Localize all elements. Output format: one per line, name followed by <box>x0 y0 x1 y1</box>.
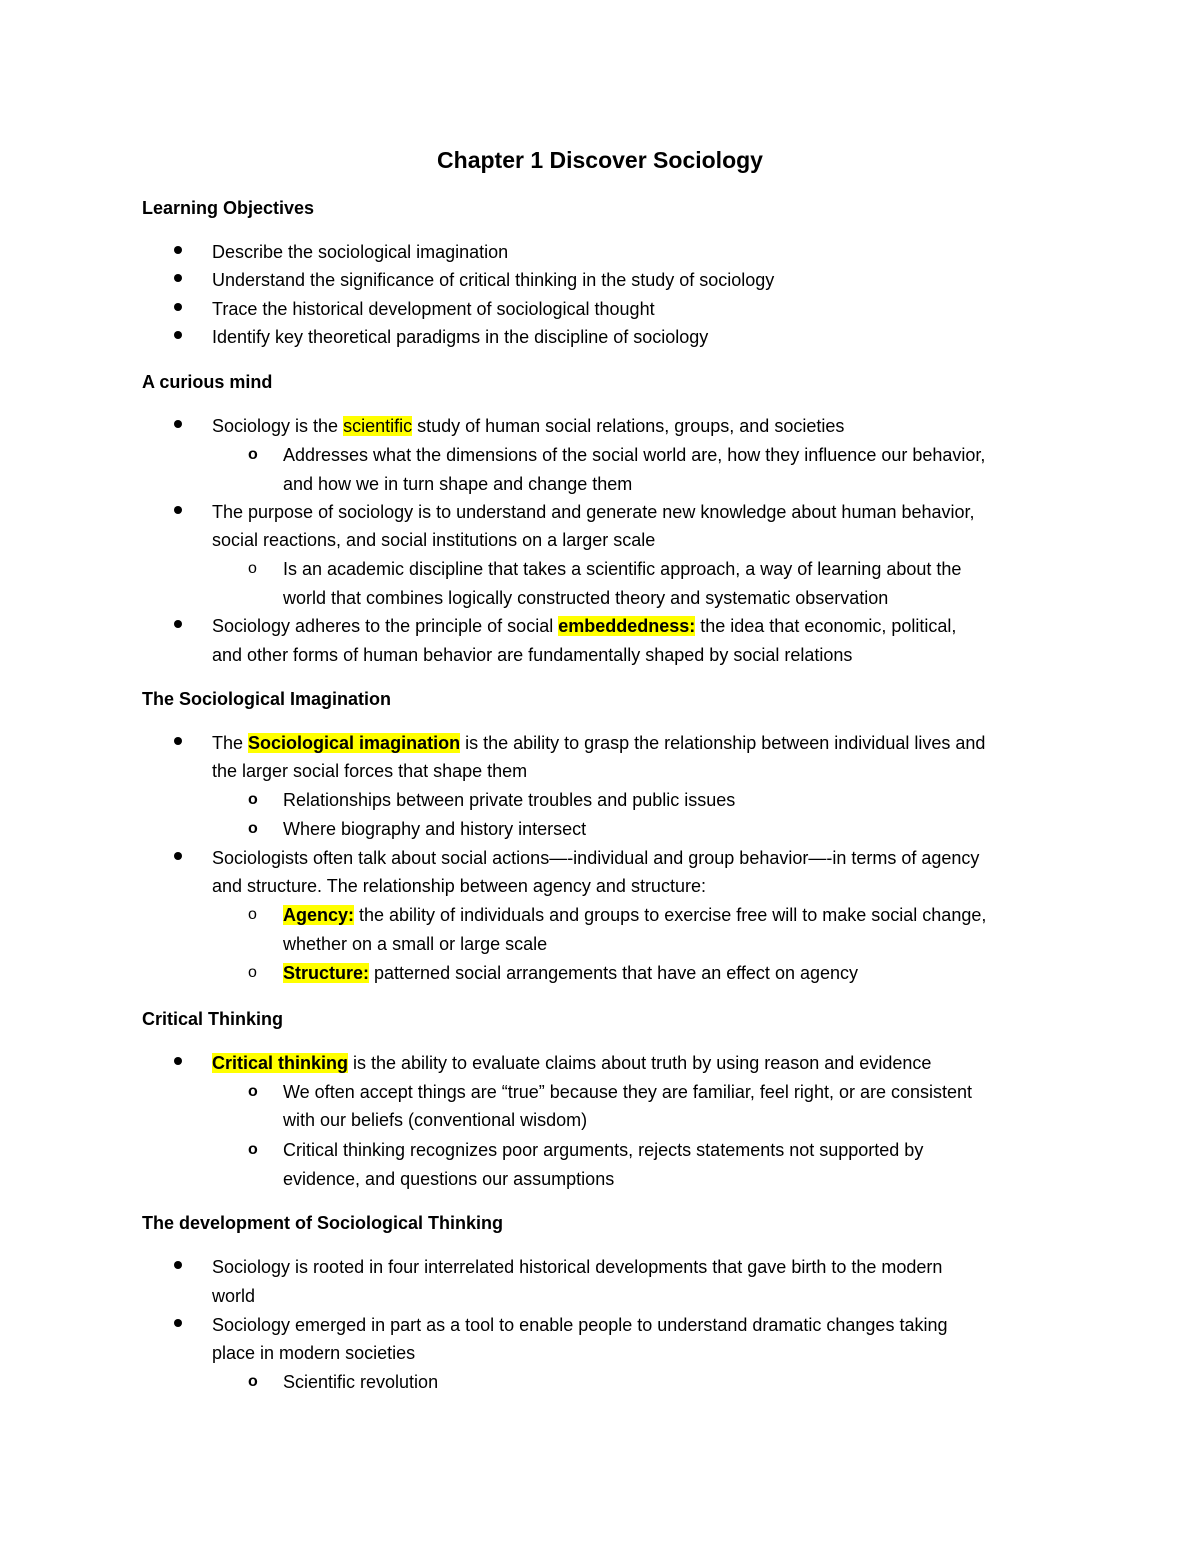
highlighted-term: scientific <box>343 416 413 436</box>
bullet-icon <box>174 420 182 428</box>
sub-list-item: Critical thinking recognizes poor arguments, rejects statements not supported by <box>283 1140 924 1160</box>
list-item: Critical thinking is the ability to evaluate claims about truth by using reason and evidence <box>212 1053 932 1073</box>
sub-bullet-marker: o <box>248 1141 258 1158</box>
objective-item: Understand the significance of critical thinking in the study of sociology <box>212 270 775 290</box>
heading-sociological-imagination: The Sociological Imagination <box>142 689 392 709</box>
sub-bullet-marker: o <box>248 906 257 923</box>
list-item: Sociology emerged in part as a tool to enable people to understand dramatic changes taking <box>212 1315 948 1335</box>
bullet-icon <box>174 1319 182 1327</box>
sub-list-item: Structure: patterned social arrangements that have an effect on agency <box>283 963 859 983</box>
list-item: The Sociological imagination is the ability to grasp the relationship between individual lives and <box>212 733 986 753</box>
sub-list-item-cont: and how we in turn shape and change them <box>283 474 633 494</box>
sub-bullet-marker: o <box>248 791 258 808</box>
sub-list-item: Where biography and history intersect <box>283 819 587 839</box>
objective-item: Trace the historical development of sociological thought <box>212 299 655 319</box>
list-item: Sociology is rooted in four interrelated historical developments that gave birth to the modern <box>212 1257 943 1277</box>
sub-list-item: Agency: the ability of individuals and groups to exercise free will to make social change, <box>283 905 987 925</box>
list-item-cont: the larger social forces that shape them <box>212 761 528 781</box>
list-item-cont: social reactions, and social institutions on a larger scale <box>212 530 656 550</box>
sub-list-item: Relationships between private troubles and public issues <box>283 790 736 810</box>
bullet-icon <box>174 331 182 339</box>
sub-bullet-marker: o <box>248 1083 258 1100</box>
highlighted-term: embeddedness: <box>558 616 696 636</box>
list-item-cont: world <box>212 1286 256 1306</box>
list-item-cont: place in modern societies <box>212 1343 416 1363</box>
highlighted-term: Sociological imagination <box>248 733 461 753</box>
heading-learning-objectives: Learning Objectives <box>142 198 315 218</box>
list-item: Sociologists often talk about social actions—-individual and group behavior—-in terms of agency <box>212 848 980 868</box>
list-item-cont: and structure. The relationship between agency and structure: <box>212 876 706 896</box>
list-item: Sociology is the scientific study of human social relations, groups, and societies <box>212 416 845 436</box>
sub-list-item-cont: evidence, and questions our assumptions <box>283 1169 615 1189</box>
bullet-icon <box>174 274 182 282</box>
document-title: Chapter 1 Discover Sociology <box>437 147 763 173</box>
highlighted-term: Agency: <box>283 905 355 925</box>
bullet-icon <box>174 303 182 311</box>
list-item-cont: and other forms of human behavior are fundamentally shaped by social relations <box>212 645 853 665</box>
bullet-icon <box>174 1261 182 1269</box>
objective-item: Describe the sociological imagination <box>212 242 509 262</box>
heading-development: The development of Sociological Thinking <box>142 1213 504 1233</box>
bullet-icon <box>174 1057 182 1065</box>
list-item: The purpose of sociology is to understand and generate new knowledge about human behavior, <box>212 502 975 522</box>
sub-list-item: Is an academic discipline that takes a scientific approach, a way of learning about the <box>283 559 962 579</box>
objective-item: Identify key theoretical paradigms in the discipline of sociology <box>212 327 709 347</box>
sub-list-item-cont: with our beliefs (conventional wisdom) <box>283 1110 588 1130</box>
sub-bullet-marker: o <box>248 446 258 463</box>
bullet-icon <box>174 737 182 745</box>
bullet-icon <box>174 506 182 514</box>
bullet-icon <box>174 620 182 628</box>
highlighted-term: Structure: <box>283 963 370 983</box>
sub-bullet-marker: o <box>248 964 257 981</box>
sub-list-item: Addresses what the dimensions of the social world are, how they influence our behavior, <box>283 445 986 465</box>
heading-critical-thinking: Critical Thinking <box>142 1009 284 1029</box>
bullet-icon <box>174 246 182 254</box>
list-item: Sociology adheres to the principle of social embeddedness: the idea that economic, political, <box>212 616 957 636</box>
bullet-icon <box>174 852 182 860</box>
heading-curious-mind: A curious mind <box>142 372 273 392</box>
sub-list-item: Scientific revolution <box>283 1372 439 1392</box>
sub-list-item-cont: whether on a small or large scale <box>283 934 548 954</box>
sub-bullet-marker: o <box>248 560 257 577</box>
sub-list-item-cont: world that combines logically constructed theory and systematic observation <box>283 588 889 608</box>
sub-bullet-marker: o <box>248 1373 258 1390</box>
highlighted-term: Critical thinking <box>212 1053 349 1073</box>
sub-bullet-marker: o <box>248 820 258 837</box>
sub-list-item: We often accept things are “true” because they are familiar, feel right, or are consistent <box>283 1082 973 1102</box>
